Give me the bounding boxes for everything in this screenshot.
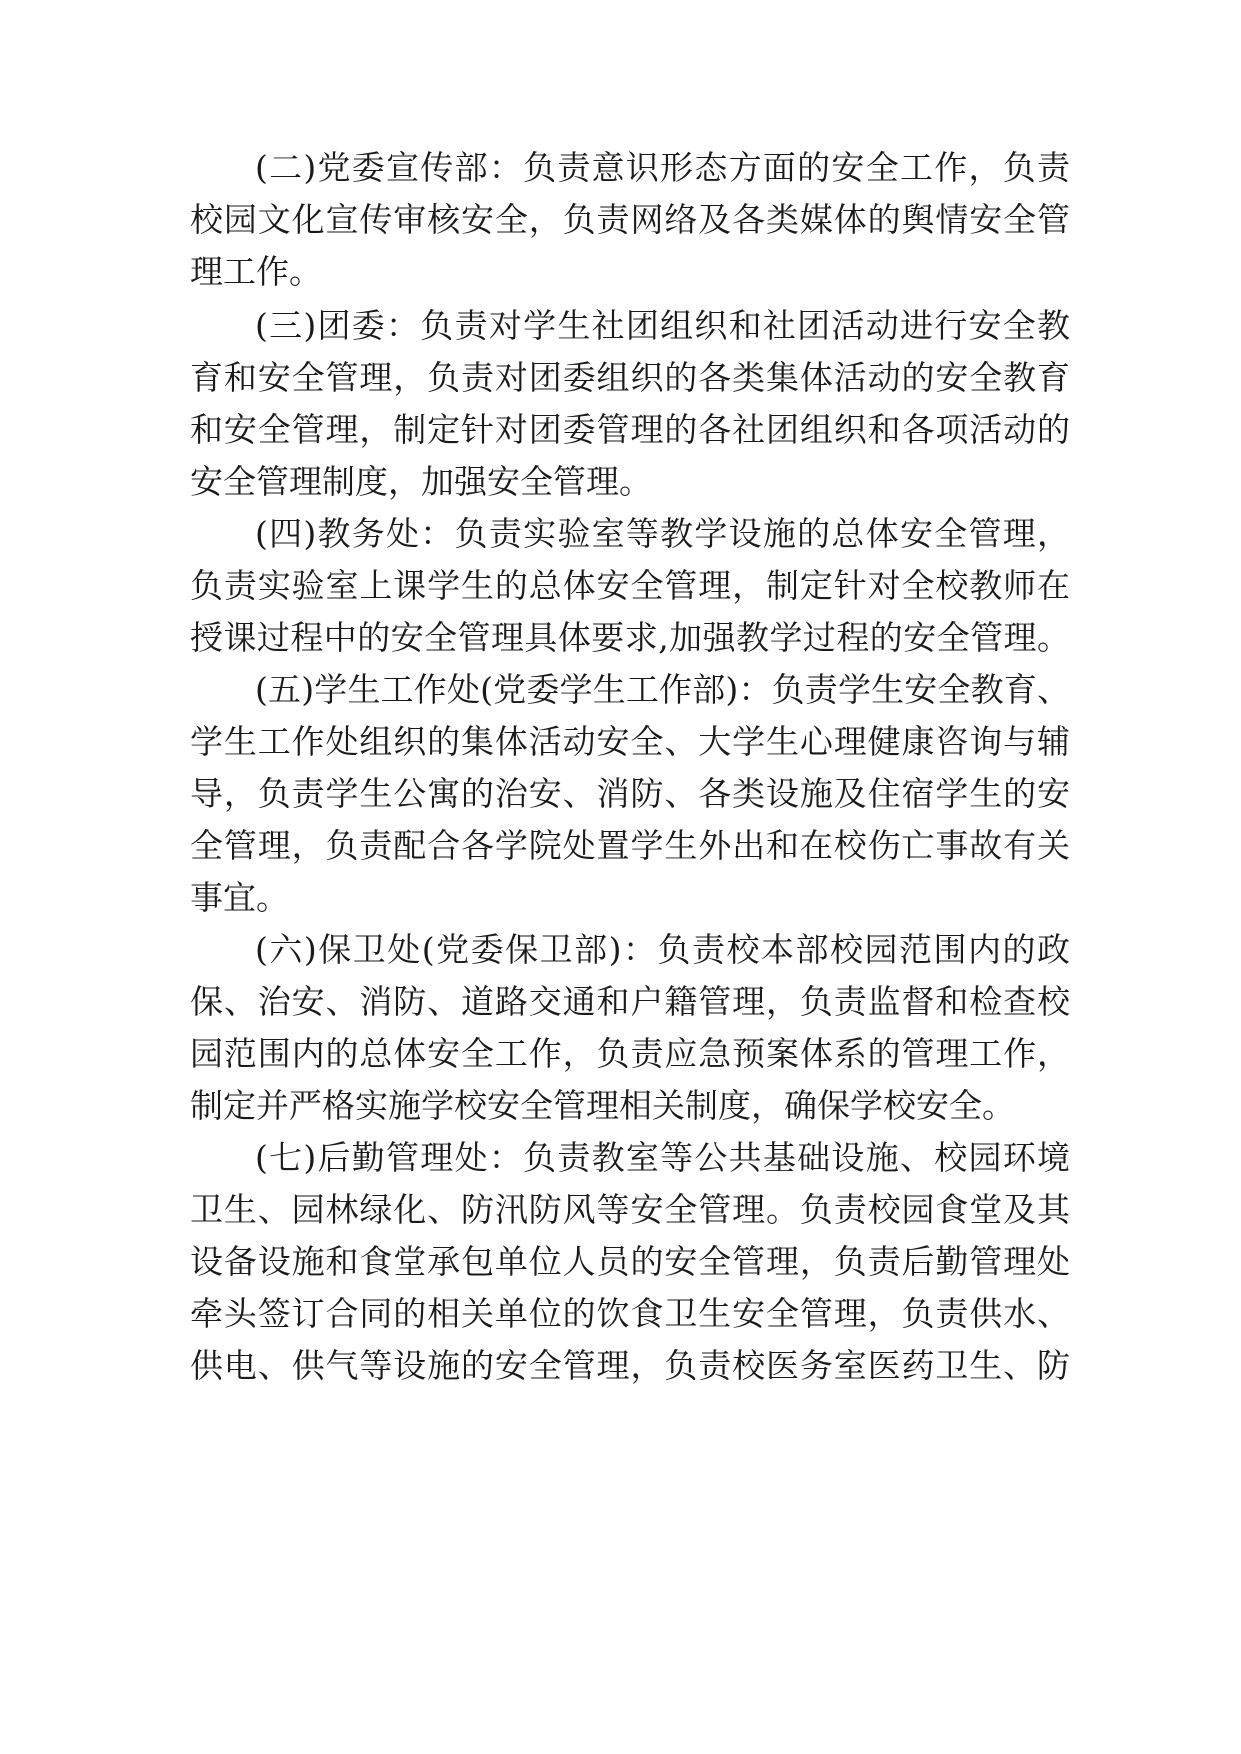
paragraph-line: 学生工作处组织的集体活动安全、大学生心理健康咨询与辅 [190, 722, 1070, 761]
paragraph-line: 导，负责学生公寓的治安、消防、各类设施及住宿学生的安 [190, 774, 1070, 813]
paragraph-line: (四)教务处：负责实验室等教学设施的总体安全管理， [255, 514, 1070, 553]
paragraph-line: 育和安全管理，负责对团委组织的各类集体活动的安全教育 [190, 358, 1070, 397]
paragraph-line: (七)后勤管理处：负责教室等公共基础设施、校园环境 [255, 1138, 1070, 1177]
paragraph-line: 卫生、园林绿化、防汛防风等安全管理。负责校园食堂及其 [190, 1190, 1070, 1229]
paragraph-line: (三)团委：负责对学生社团组织和社团活动进行安全教 [255, 306, 1070, 345]
paragraph-line: 设备设施和食堂承包单位人员的安全管理，负责后勤管理处 [190, 1242, 1070, 1281]
paragraph-line: 安全管理制度，加强安全管理。 [190, 462, 652, 501]
paragraph-line: 授课过程中的安全管理具体要求,加强教学过程的安全管理。 [190, 618, 1070, 657]
paragraph-line: 和安全管理，制定针对团委管理的各社团组织和各项活动的 [190, 410, 1070, 449]
paragraph-line: 园范围内的总体安全工作，负责应急预案体系的管理工作， [190, 1034, 1070, 1073]
paragraph-line: 牵头签订合同的相关单位的饮食卫生安全管理，负责供水、 [190, 1294, 1070, 1333]
paragraph-line: 校园文化宣传审核安全，负责网络及各类媒体的舆情安全管 [190, 200, 1070, 239]
paragraph-line: (二)党委宣传部：负责意识形态方面的安全工作，负责 [255, 148, 1070, 187]
paragraph-line: 全管理，负责配合各学院处置学生外出和在校伤亡事故有关 [190, 826, 1070, 865]
paragraph-line: 供电、供气等设施的安全管理，负责校医务室医药卫生、防 [190, 1346, 1070, 1385]
paragraph-line: 事宜。 [190, 878, 289, 917]
paragraph-line: 制定并严格实施学校安全管理相关制度，确保学校安全。 [190, 1086, 1015, 1125]
paragraph-line: 负责实验室上课学生的总体安全管理，制定针对全校教师在 [190, 566, 1070, 605]
paragraph-line: 理工作。 [190, 252, 322, 291]
paragraph-line: (五)学生工作处(党委学生工作部)：负责学生安全教育、 [255, 670, 1070, 709]
paragraph-line: (六)保卫处(党委保卫部)：负责校本部校园范围内的政 [255, 930, 1070, 969]
paragraph-line: 保、治安、消防、道路交通和户籍管理，负责监督和检查校 [190, 982, 1070, 1021]
